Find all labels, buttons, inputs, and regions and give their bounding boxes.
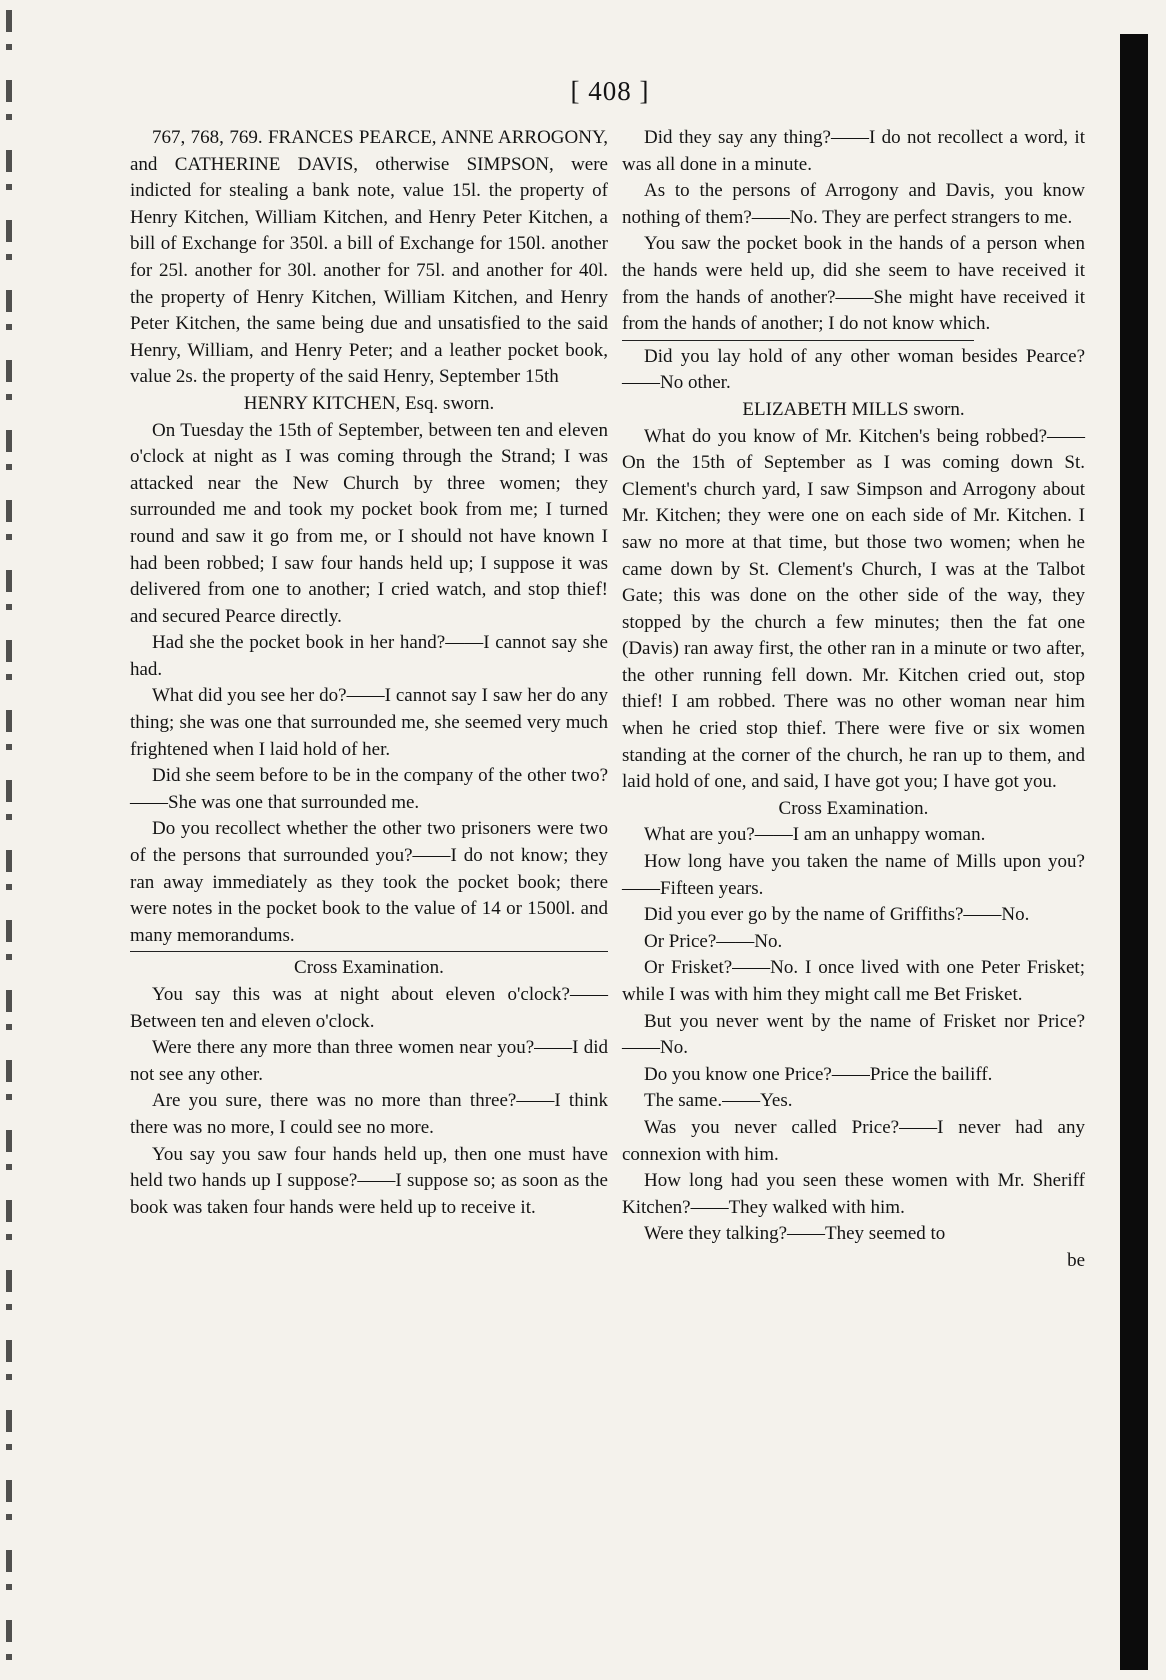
scan-edge-right [1120, 34, 1148, 1670]
right-column [622, 125, 1085, 1275]
paragraph: You say you saw four hands held up, then one must have held two hands up I suppose?——I suppose so; as soon as the book was taken four hands were held up to receive it. [130, 1143, 608, 1218]
paragraph: Are you sure, there was no more than three?——I think there was no more, I could see no more. [130, 1090, 608, 1138]
paragraph: What do you know of Mr. Kitchen's being robbed?——On the 15th of September as I was coming down St. Clement's church yard, I saw Simpson and Arrogony about Mr. Kitchen; they were one on each side of Mr. Kitchen. I saw no more at that time, but those two women; when he came down by St. Clement's Church, I was at the Talbot Gate; this was done on the other side of the way, they stopped by the church a few minutes; then the fat one (Davis) ran away first, the other ran in a minute or two after, the other running fell down. Mr. Kitchen cried out, stop thief! I am robbed. There was no other woman near him when he cried stop thief. There were five or six women standing at the corner of the church, he ran up to them, and laid hold of one, and said, I have got you; I have got you. [622, 425, 1085, 793]
paragraph: But you never went by the name of Frisket nor Price?——No. [622, 1010, 1085, 1059]
paragraph: Did you lay hold of any other woman besides Pearce?——No other. [622, 345, 1085, 394]
section-divider [622, 340, 974, 341]
paragraph: What are you?——I am an unhappy woman. [644, 824, 986, 846]
paragraph: As to the persons of Arrogony and Davis, you know nothing of them?——No. They are perfect strangers to me. [622, 180, 1085, 228]
page-number: [ 408 ] [570, 76, 650, 106]
section-divider [130, 951, 608, 952]
section-title: ELIZABETH MILLS sworn. [742, 398, 965, 420]
paragraph: On Tuesday the 15th of September, between ten and eleven o'clock at night as I was coming through the Strand; I was attacked near the New Church by three women; they surrounded me and took my pocket book from me; I turned round and saw it go from me, or I should not have known I had been robbed; I saw four hands held up; I suppose it was delivered from one to another; I cried watch, and stop thief! and secured Pearce directly. [130, 419, 608, 627]
paragraph: You saw the pocket book in the hands of a person when the hands were held up, did she seem to have received it from the hands of another?——She might have received it from the hands of another; I do not know which. [622, 233, 1085, 335]
paragraph: Did you ever go by the name of Griffiths?——No. [644, 904, 1030, 926]
paragraph: Do you recollect whether the other two prisoners were two of the persons that surrounded you?——I do not know; they ran away immediately as they took the pocket book; there were notes in the pocket book to the value of 14 or 1500l. and many memorandums. [130, 818, 608, 946]
paragraph: How long had you seen these women with Mr. Sheriff Kitchen?——They walked with him. [622, 1170, 1085, 1218]
paragraph: The same.——Yes. [644, 1090, 793, 1112]
paragraph: Was you never called Price?——I never had any connexion with him. [622, 1116, 1085, 1165]
section-title: Cross Examination. [294, 957, 444, 979]
paragraph: Did she seem before to be in the company of the other two?——She was one that surrounded me. [130, 765, 608, 813]
paragraph: You say this was at night about eleven o'clock?——Between ten and eleven o'clock. [130, 984, 608, 1032]
paragraph: What did you see her do?——I cannot say I saw her do any thing; she was one that surrounded me, she seemed very much frightened when I laid hold of her. [130, 685, 608, 760]
left-column [130, 125, 608, 1221]
paragraph: Or Frisket?——No. I once lived with one Peter Frisket; while I was with him they might call me Bet Frisket. [622, 957, 1085, 1005]
section-title: Cross Examination. [778, 797, 929, 819]
indictment-heading: 767, 768, 769. FRANCES PEARCE, ANNE ARROGONY, and CATHERINE DAVIS, otherwise SIMPSON, were indicted for stealing a bank note, value 15l. the property of Henry Kitchen, William Kitchen, and Henry Peter Kitchen, a bill of Exchange for 350l. a bill of Exchange for 150l. another for 25l. another for 30l. another for 75l. and another for 40l. the property of Henry Kitchen, William Kitchen, and Henry Peter Kitchen, the same being due and unsatisfied to the said Henry, William, and Henry Peter; and a leather pocket book, value 2s. the property of the said Henry, September 15th [130, 127, 608, 388]
paragraph: How long have you taken the name of Mills upon you?——Fifteen years. [622, 851, 1085, 899]
paragraph: Did they say any thing?——I do not recollect a word, it was all done in a minute. [622, 127, 1085, 175]
catchword: be [1067, 1249, 1085, 1271]
paragraph: Had she the pocket book in her hand?——I cannot say she had. [130, 632, 608, 680]
paragraph: Do you know one Price?——Price the bailiff. [644, 1063, 993, 1085]
section-title: HENRY KITCHEN, Esq. sworn. [243, 392, 495, 414]
scan-edge-left [6, 10, 12, 1660]
paragraph: Or Price?——No. [644, 930, 783, 952]
paragraph: Were they talking?——They seemed to [644, 1223, 946, 1245]
paragraph: Were there any more than three women near you?——I did not see any other. [130, 1037, 608, 1085]
